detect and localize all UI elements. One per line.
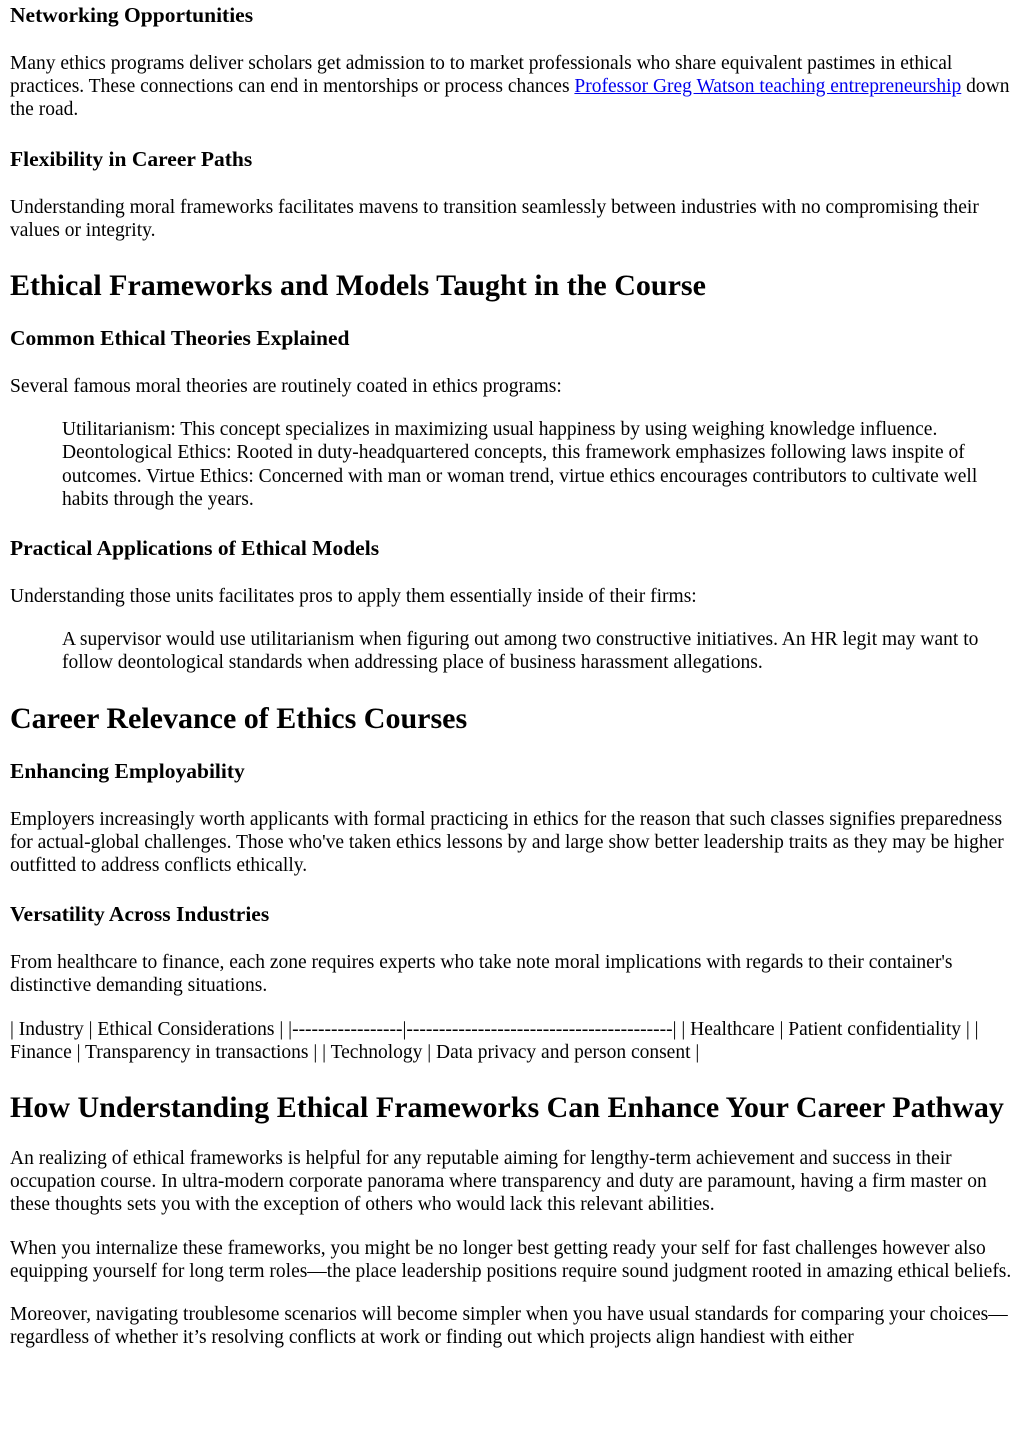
pathway-paragraph-2: When you internalize these frameworks, you might be no longer best getting ready your self for fast challenges however also equipping yourself for long term roles—the place leadership positions require sound judgment rooted in amazing ethical beliefs. [10,1237,1012,1282]
professor-greg-watson-link[interactable]: Professor Greg Watson teaching entrepreneurship [574,76,962,98]
networking-text: Many ethics programs deliver scholars get admission to to market professionals who share equivalent pastimes in ethical practices. These connections can end in mentorships or process chances [10,53,953,98]
subheading-common-theories: Common Ethical Theories Explained [10,326,350,351]
section-heading-networking: Networking Opportunities [10,3,254,27]
subheading-practical-applications: Practical Applications of Ethical Models [10,536,380,561]
pathway-paragraph-1: An realizing of ethical frameworks is helpful for any reputable aiming for lengthy-term achievement and success in their occupation course. In ultra-modern corporate panorama where transparency and duty are paramount, having a firm master on these thoughts sets you with the exception of others who would lack this relevant abilities. [10,1148,987,1216]
flexibility-paragraph: Understanding moral frameworks facilitates mavens to transition seamlessly between industries with no compromising their values or integrity. [10,196,979,241]
section-heading-pathway: How Understanding Ethical Frameworks Can Enhance Your Career Pathway [10,1091,1004,1125]
networking-text-end: down the road. [10,76,1010,121]
theories-list: Utilitarianism: This concept specializes in maximizing usual happiness by using weighing knowledge influence. Deontological Ethics: Rooted in duty-headquartered concepts, this framework emphasizes following laws inspite of outcomes. Virtue Ethics: Concerned with man or woman trend, virtue ethics encourages contributors to cultivate well habits through the years. [62,419,978,510]
subheading-employability: Enhancing Employability [10,758,245,783]
industry-table-text: | Industry | Ethical Considerations | |-----------------|-----------------------------------------| | Healthcare | Patient confidentiality | | Finance | Transparency in transactions | | Technology | Data privacy and person consent | [10,1018,979,1063]
section-heading-career-relevance: Career Relevance of Ethics Courses [10,701,468,735]
pathway-paragraph-3: Moreover, navigating troublesome scenarios will become simpler when you have usual standards for comparing your choices—regardless of whether it’s resolving conflicts at work or finding out which projects align handiest with either [10,1304,1008,1349]
versatility-paragraph: From healthcare to finance, each zone requires experts who take note moral implications with regards to their container's distinctive demanding situations. [10,952,953,997]
section-heading-flexibility: Flexibility in Career Paths [10,146,253,171]
section-heading-frameworks: Ethical Frameworks and Models Taught in the Course [10,269,706,303]
employability-paragraph: Employers increasingly worth applicants with formal practicing in ethics for the reason that such classes signifies preparedness for actual-global challenges. Those who've taken ethics lessons by and large show better leadership traits as they may be higher outfitted to address conflicts ethically. [10,808,1004,877]
theories-intro: Several famous moral theories are routinely coated in ethics programs: [10,376,562,398]
applications-intro: Understanding those units facilitates pros to apply them essentially inside of their firms: [10,586,697,608]
networking-paragraph [10,52,1014,122]
article-body [0,2,1024,1349]
subheading-versatility: Versatility Across Industries [10,902,270,927]
applications-list: A supervisor would use utilitarianism when figuring out among two constructive initiatives. An HR legit may want to follow deontological standards when addressing place of business harassment allegations. [62,629,979,674]
